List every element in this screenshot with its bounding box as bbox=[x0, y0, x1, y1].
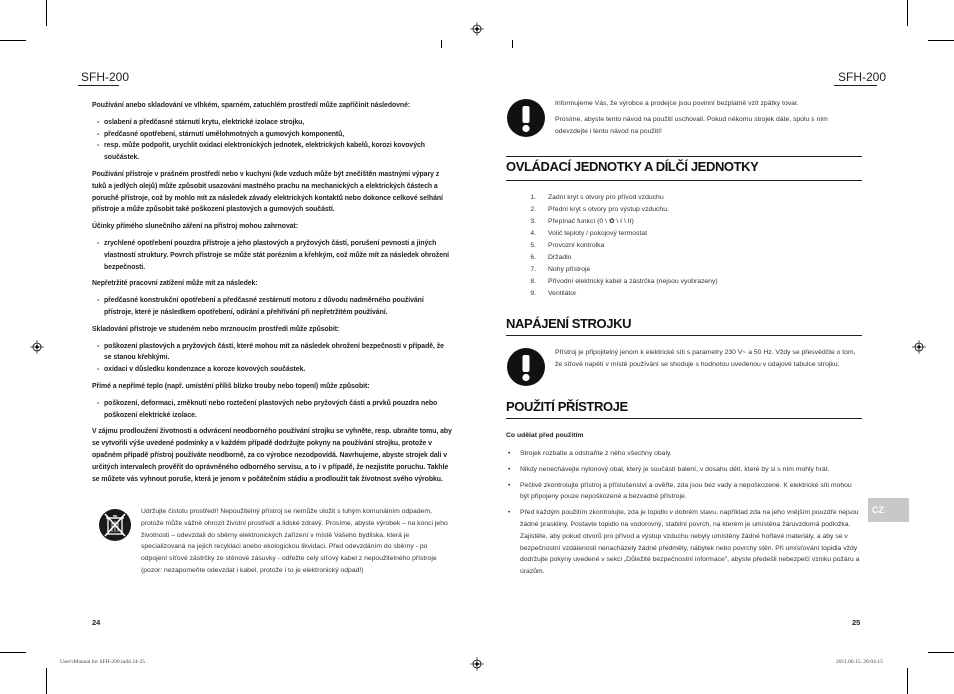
list-item: 6. Držadlo bbox=[530, 254, 572, 261]
list-item: - předčasné opotřebení, stárnutí umělohmotných a gumových komponentů, bbox=[92, 129, 452, 141]
para-title: Přímé a nepřímé teplo (např. umístění příliš blízko trouby nebo topení) může způsobit: bbox=[92, 382, 370, 390]
bullet-list bbox=[92, 295, 452, 319]
crop-mark bbox=[441, 40, 442, 48]
crop-mark bbox=[0, 652, 26, 653]
language-tab: CZ bbox=[868, 498, 909, 522]
bullet-list bbox=[92, 117, 452, 164]
list-item: • Strojek rozbalte a odstraňte z něho všechny obaly. bbox=[506, 448, 862, 460]
registration-mark-icon bbox=[30, 340, 44, 354]
crop-mark bbox=[928, 652, 954, 653]
crop-mark bbox=[907, 0, 908, 26]
bullet-list bbox=[92, 238, 452, 273]
section-title-use: POUŽITÍ PŘÍSTROJE bbox=[506, 399, 628, 414]
before-use-label: Co udělat před použitím bbox=[506, 432, 584, 439]
crop-mark bbox=[0, 40, 26, 41]
section-rule bbox=[506, 335, 862, 336]
list-item: - zrychlené opotřebení pouzdra přístroje a jeho plastových a pryžových částí, porušení pevnosti a jiných vlastností struktury. Povrch přístroje se může stát porézním a křehkým, což může mít za následek ohrožení bezpečnosti. bbox=[92, 238, 452, 273]
list-item: - poškození plastových a pryžových částí, které mohou mít za následek ohrožení bezpečnosti v případě, že se stanou křehkými. bbox=[92, 341, 452, 365]
crop-mark bbox=[512, 40, 513, 48]
para-title: Skladování přístroje ve studeném nebo mrznoucím prostředí může způsobit: bbox=[92, 325, 340, 333]
list-item: 4. Volič teploty / pokojový termostat bbox=[530, 230, 647, 237]
intro-note-line: Informujeme Vás, že výrobce a prodejce jsou povinní bezplatně vzít zpátky tovar. bbox=[555, 100, 799, 107]
right-header-rule bbox=[834, 85, 877, 86]
registration-mark-icon bbox=[470, 657, 484, 671]
exclamation-icon bbox=[506, 98, 546, 138]
intro-note-line: Prosíme, abyste tento návod na použití uschovali. Pokud někomu strojek dáte, spolu s ním odevzdejte i tento návod na použití! bbox=[555, 115, 828, 135]
para-title: Nepřetržité pracovní zatížení může mít za následek: bbox=[92, 280, 258, 288]
intro-note-text bbox=[555, 98, 860, 141]
right-header-model: SFH-200 bbox=[838, 70, 887, 84]
list-item: 3. Přepínač funkcí (0 \ ✿ \ I \ II) bbox=[530, 218, 634, 225]
section-rule bbox=[506, 156, 862, 157]
section-title-power: NAPÁJENÍ STROJKU bbox=[506, 316, 632, 331]
list-item: 2. Přední kryt s otvory pro výstup vzduchu. bbox=[530, 206, 669, 213]
list-item: - předčasné konstrukční opotřebení a předčasné zestárnutí motoru z důvodu nadměrného používání přístroje, které je následkem opotřebení, odírání a přehřívání při nepřetržitém používání. bbox=[92, 295, 452, 319]
left-header-model: SFH-200 bbox=[81, 70, 130, 84]
bullet-list bbox=[92, 341, 452, 376]
list-item: - poškození, deformaci, změknutí nebo roztečení plastových nebo pryžových částí a prvků pouzdra nebo poškození elektrické izolace. bbox=[92, 398, 452, 422]
list-item: 1. Zadní kryt s otvory pro přívod vzduchu bbox=[530, 194, 664, 201]
use-list bbox=[506, 448, 862, 582]
section-title-controls: OVLÁDACÍ JEDNOTKY A DÍLČÍ JEDNOTKY bbox=[506, 159, 759, 174]
section-rule bbox=[506, 418, 862, 419]
list-item: • Před každým použitím zkontrolujte, zda je topidlo v dobrém stavu, například zda na jeho vnějším pouzdře nejsou žádné praskliny. Postavte topidlo na vodorovný, stabilní povrch, na kterém je umístěna žáruvzdorná podložka. Zajistěte, aby pokud otvorů pro přívod a výstup vzduchu nebyly umístěny žádné hořlavé materiály, a aby se v bezpečnostní vzdálenosti nenacházely žádné předměty, nábytek nebo povrchy stěn. Při umísťování topidla vždy dodržujte pokyny uvedené v sekci „Důležité bezpečnostní informace", abyste předešli nebezpečí vzniku požáru a úrazům. bbox=[506, 507, 862, 578]
list-item: 7. Nohy přístroje bbox=[530, 266, 591, 273]
print-slug-file: User'sManual for SFH-200.indd 24-25 bbox=[60, 659, 146, 665]
para-title: Používání anebo skladování ve vlhkém, sparném, zatuchlém prostředí může zapříčinit následovné: bbox=[92, 102, 411, 109]
parts-list bbox=[506, 192, 718, 300]
list-item: - oxidaci v důsledku kondenzace a koroze kovových součástek. bbox=[92, 364, 452, 376]
exclamation-icon bbox=[506, 347, 546, 387]
bullet-list bbox=[92, 398, 452, 422]
crossed-bin-icon bbox=[98, 508, 132, 548]
print-slug-timestamp: 2011.06.15. 20:04:15 bbox=[836, 659, 883, 665]
list-item: - oslabení a předčasné stárnutí krytu, elektrické izolace strojku, bbox=[92, 117, 452, 129]
crop-mark bbox=[46, 668, 47, 694]
recycle-text: Udržujte čistotu prostředí! Nepoužitelný přístroj se nemůže uložit s tuhým komunálním odpadem, protože může vážně ohrozit životní prostředí a lidské zdravý. Prosíme, abyste výrobek – na konci jeho životnosti – odevzdali do sběrny elektronických zařízení v místě Vašeho bydliska, která je specializovaná na jejich recyklaci anebo ekologickou likvidaci. Před odevzdáním do sběrny - po odpojení síťové zástrčky ze stěnové zásuvky - odřežte celý síťový kabel z nepoužitelného přístroje (pozor: nezapomeňte odevzdat i kabel, protože i to je elektronický odpad!) bbox=[141, 508, 448, 574]
section-rule bbox=[506, 180, 862, 181]
list-item: - resp. může podpořit, urychlit oxidaci elektronických jednotek, elektrických kabelů, korozi kovových součástek. bbox=[92, 140, 452, 164]
list-item: 8. Přívodní elektrický kabel a zástrčka (nejsou vyobrazeny) bbox=[530, 278, 718, 285]
crop-mark bbox=[907, 668, 908, 694]
left-page-number: 24 bbox=[92, 618, 101, 627]
registration-mark-icon bbox=[470, 22, 484, 36]
left-page-body bbox=[92, 100, 452, 490]
right-page-number: 25 bbox=[852, 618, 861, 627]
paragraph: Používání přístroje v prašném prostředí nebo v kuchyni (kde vzduch může být znečištěn mastnými výpary z tuků a jedlých olejů) může způsobit usazování mastného prachu na mechanických a elektrických částech a poruchě přístroje, což by mohlo mít za následek závady elektrických kontaktů nebo dokonce celkové selhání přístroje a může způsobit také poškození plastových a gumových součástí. bbox=[92, 170, 443, 214]
left-header-rule bbox=[78, 85, 119, 86]
registration-mark-icon bbox=[912, 340, 926, 354]
crop-mark bbox=[46, 0, 47, 26]
list-item: 5. Provozní kontrolka bbox=[530, 242, 605, 249]
paragraph: V zájmu prodloužení životnosti a odvrácení neodborného používání strojku se vyhněte, resp. ubraňte tomu, aby se vytvořili výše uvedené podmínky a v každém případě dodržujte pokyny na používání strojku, protože v opačném případě přístroj používáte neodborně, za co výrobce nezodpovídá. Navrhujeme, abyste strojek dali v určitých intervalech prověřit do oprávněného odborného servisu, a to i v případě, že nezjistíte poruchu. Takhle se můžete vás vyhnout poruše, která je jenom v počátečním stádiu a prodloužit tak životnost svého výrobku. bbox=[92, 428, 452, 483]
power-note-text: Přístroj je připojitelný jenom k elektrické síti s parametry 230 V~ a 50 Hz. Vždy se přesvědčte o tom, že síťové napětí v místě používání se shoduje s hodnotou uvedenou v údajové tabulce strojku. bbox=[555, 349, 856, 368]
list-item: • Pečlivě zkontrolujte přístroj a příslušenství a ověřte, zda jsou bez vady a nepoškozené. K elektrické síti mohou být připojeny pouze nepoškozené a bezvadné přístroje. bbox=[506, 480, 862, 504]
list-item: • Nikdy nenechávejte nylonový obal, který je součástí balení, v dosahu dětí, které by si s ním mohly hrát. bbox=[506, 464, 862, 476]
para-title: Účinky přímého slunečního záření na přístroj mohou zahrnovat: bbox=[92, 223, 298, 231]
crop-mark bbox=[928, 40, 954, 41]
list-item: 9. Ventilátor bbox=[530, 290, 577, 297]
